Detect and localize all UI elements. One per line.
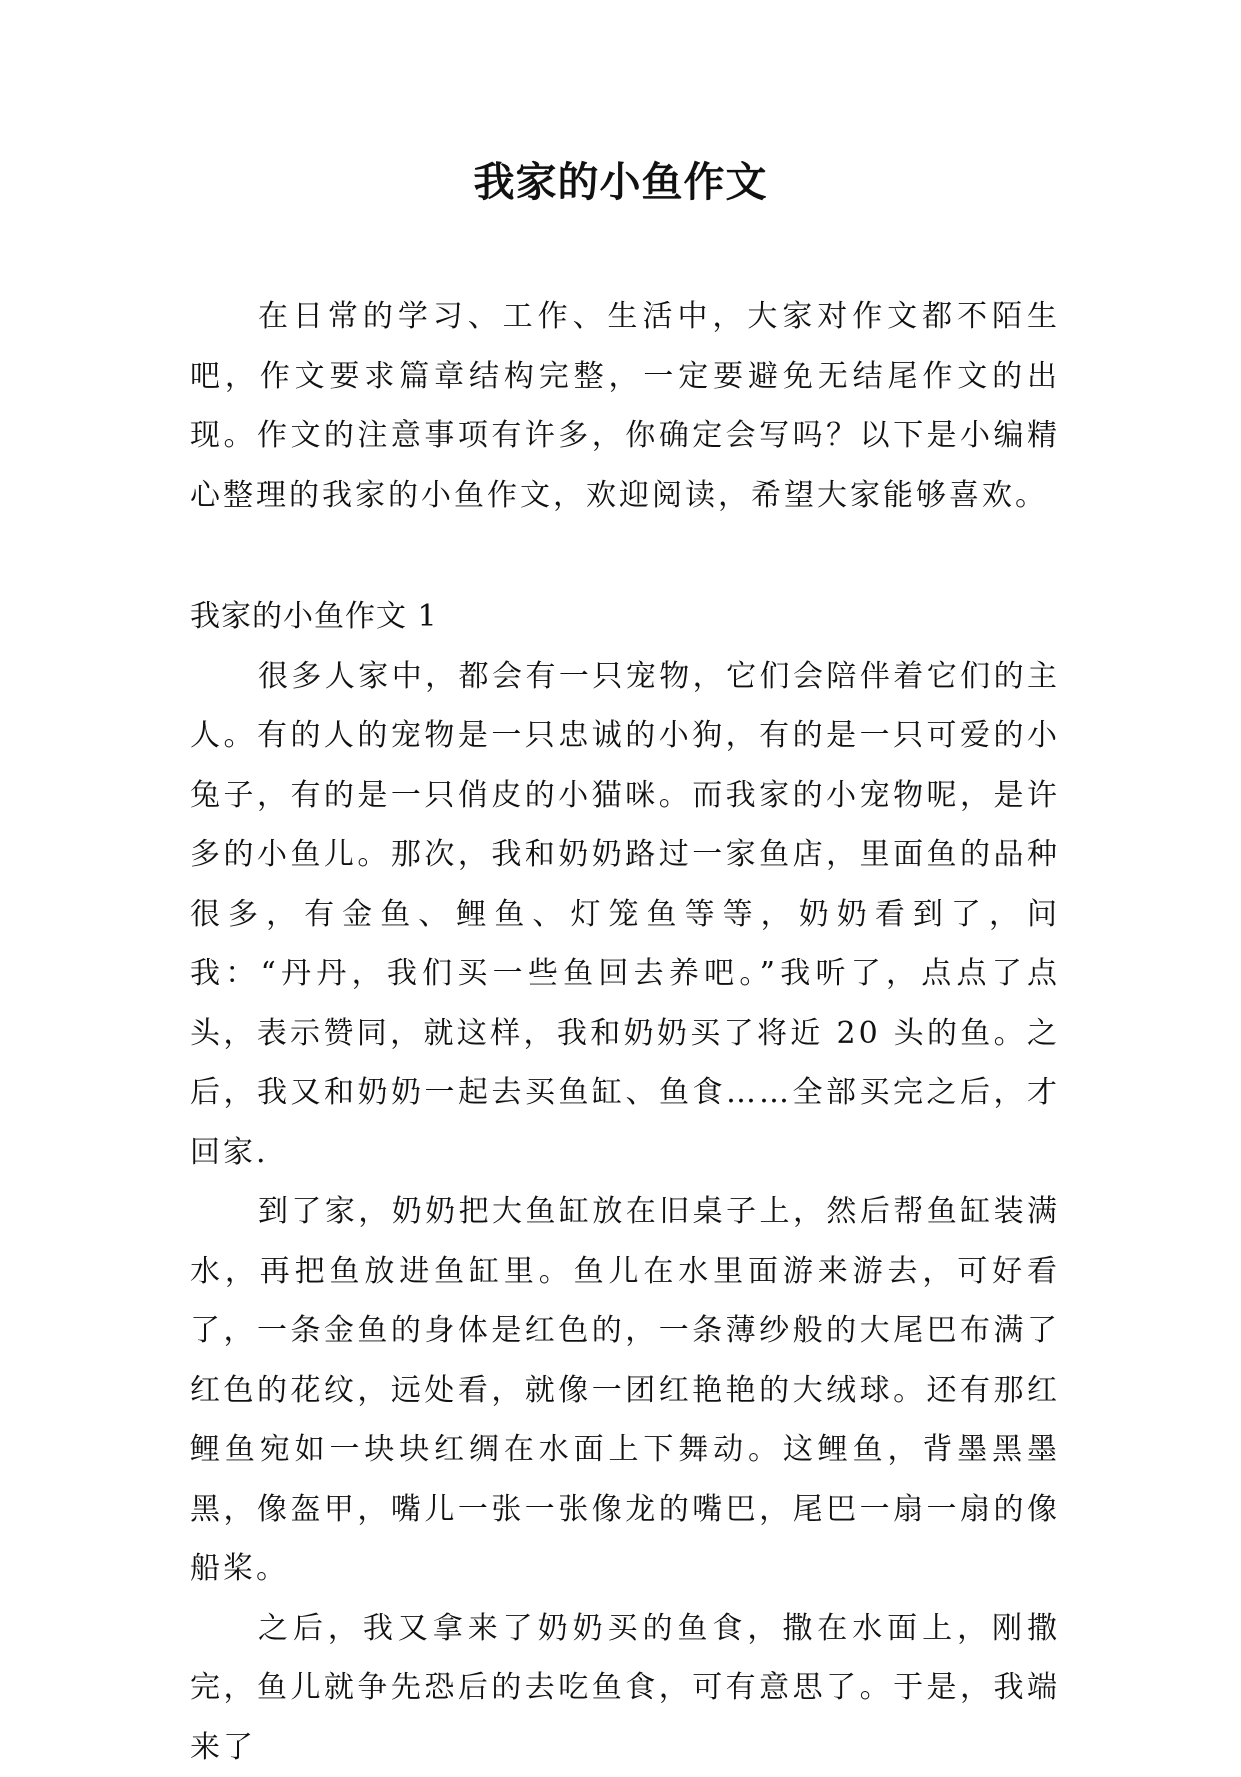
body-paragraph-2: 到了家，奶奶把大鱼缸放在旧桌子上，然后帮鱼缸装满水，再把鱼放进鱼缸里。鱼儿在水里面游来游去，可好看了，一条金鱼的身体是红色的，一条薄纱般的大尾巴布满了红色的花纹，远处看，就像一团红艳艳的大绒球。还有那红鲤鱼宛如一块块红绸在水面上下舞动。这鲤鱼，背墨黑墨黑，像盔甲，嘴儿一张一张像龙的嘴巴，尾巴一扇一扇的像船桨。: [190, 1182, 1060, 1599]
body-paragraph-3: 之后，我又拿来了奶奶买的鱼食，撒在水面上，刚撒完，鱼儿就争先恐后的去吃鱼食，可有意思了。于是，我端来了: [190, 1599, 1060, 1777]
document-body: [190, 287, 1060, 1777]
section-heading: 我家的小鱼作文 1: [190, 587, 1060, 647]
intro-paragraph: 在日常的学习、工作、生活中，大家对作文都不陌生吧，作文要求篇章结构完整，一定要避免无结尾作文的出现。作文的注意事项有许多，你确定会写吗？以下是小编精心整理的我家的小鱼作文，欢迎阅读，希望大家能够喜欢。: [190, 287, 1060, 525]
body-paragraph-1: 很多人家中，都会有一只宠物，它们会陪伴着它们的主人。有的人的宠物是一只忠诚的小狗，有的是一只可爱的小兔子，有的是一只俏皮的小猫咪。而我家的小宠物呢，是许多的小鱼儿。那次，我和奶奶路过一家鱼店，里面鱼的品种很多，有金鱼、鲤鱼、灯笼鱼等等，奶奶看到了，问我：“丹丹，我们买一些鱼回去养吧。”我听了，点点了点头，表示赞同，就这样，我和奶奶买了将近 20 头的鱼。之后，我又和奶奶一起去买鱼缸、鱼食……全部买完之后，才回家.: [190, 647, 1060, 1183]
document-title: 我家的小鱼作文: [0, 152, 1241, 212]
